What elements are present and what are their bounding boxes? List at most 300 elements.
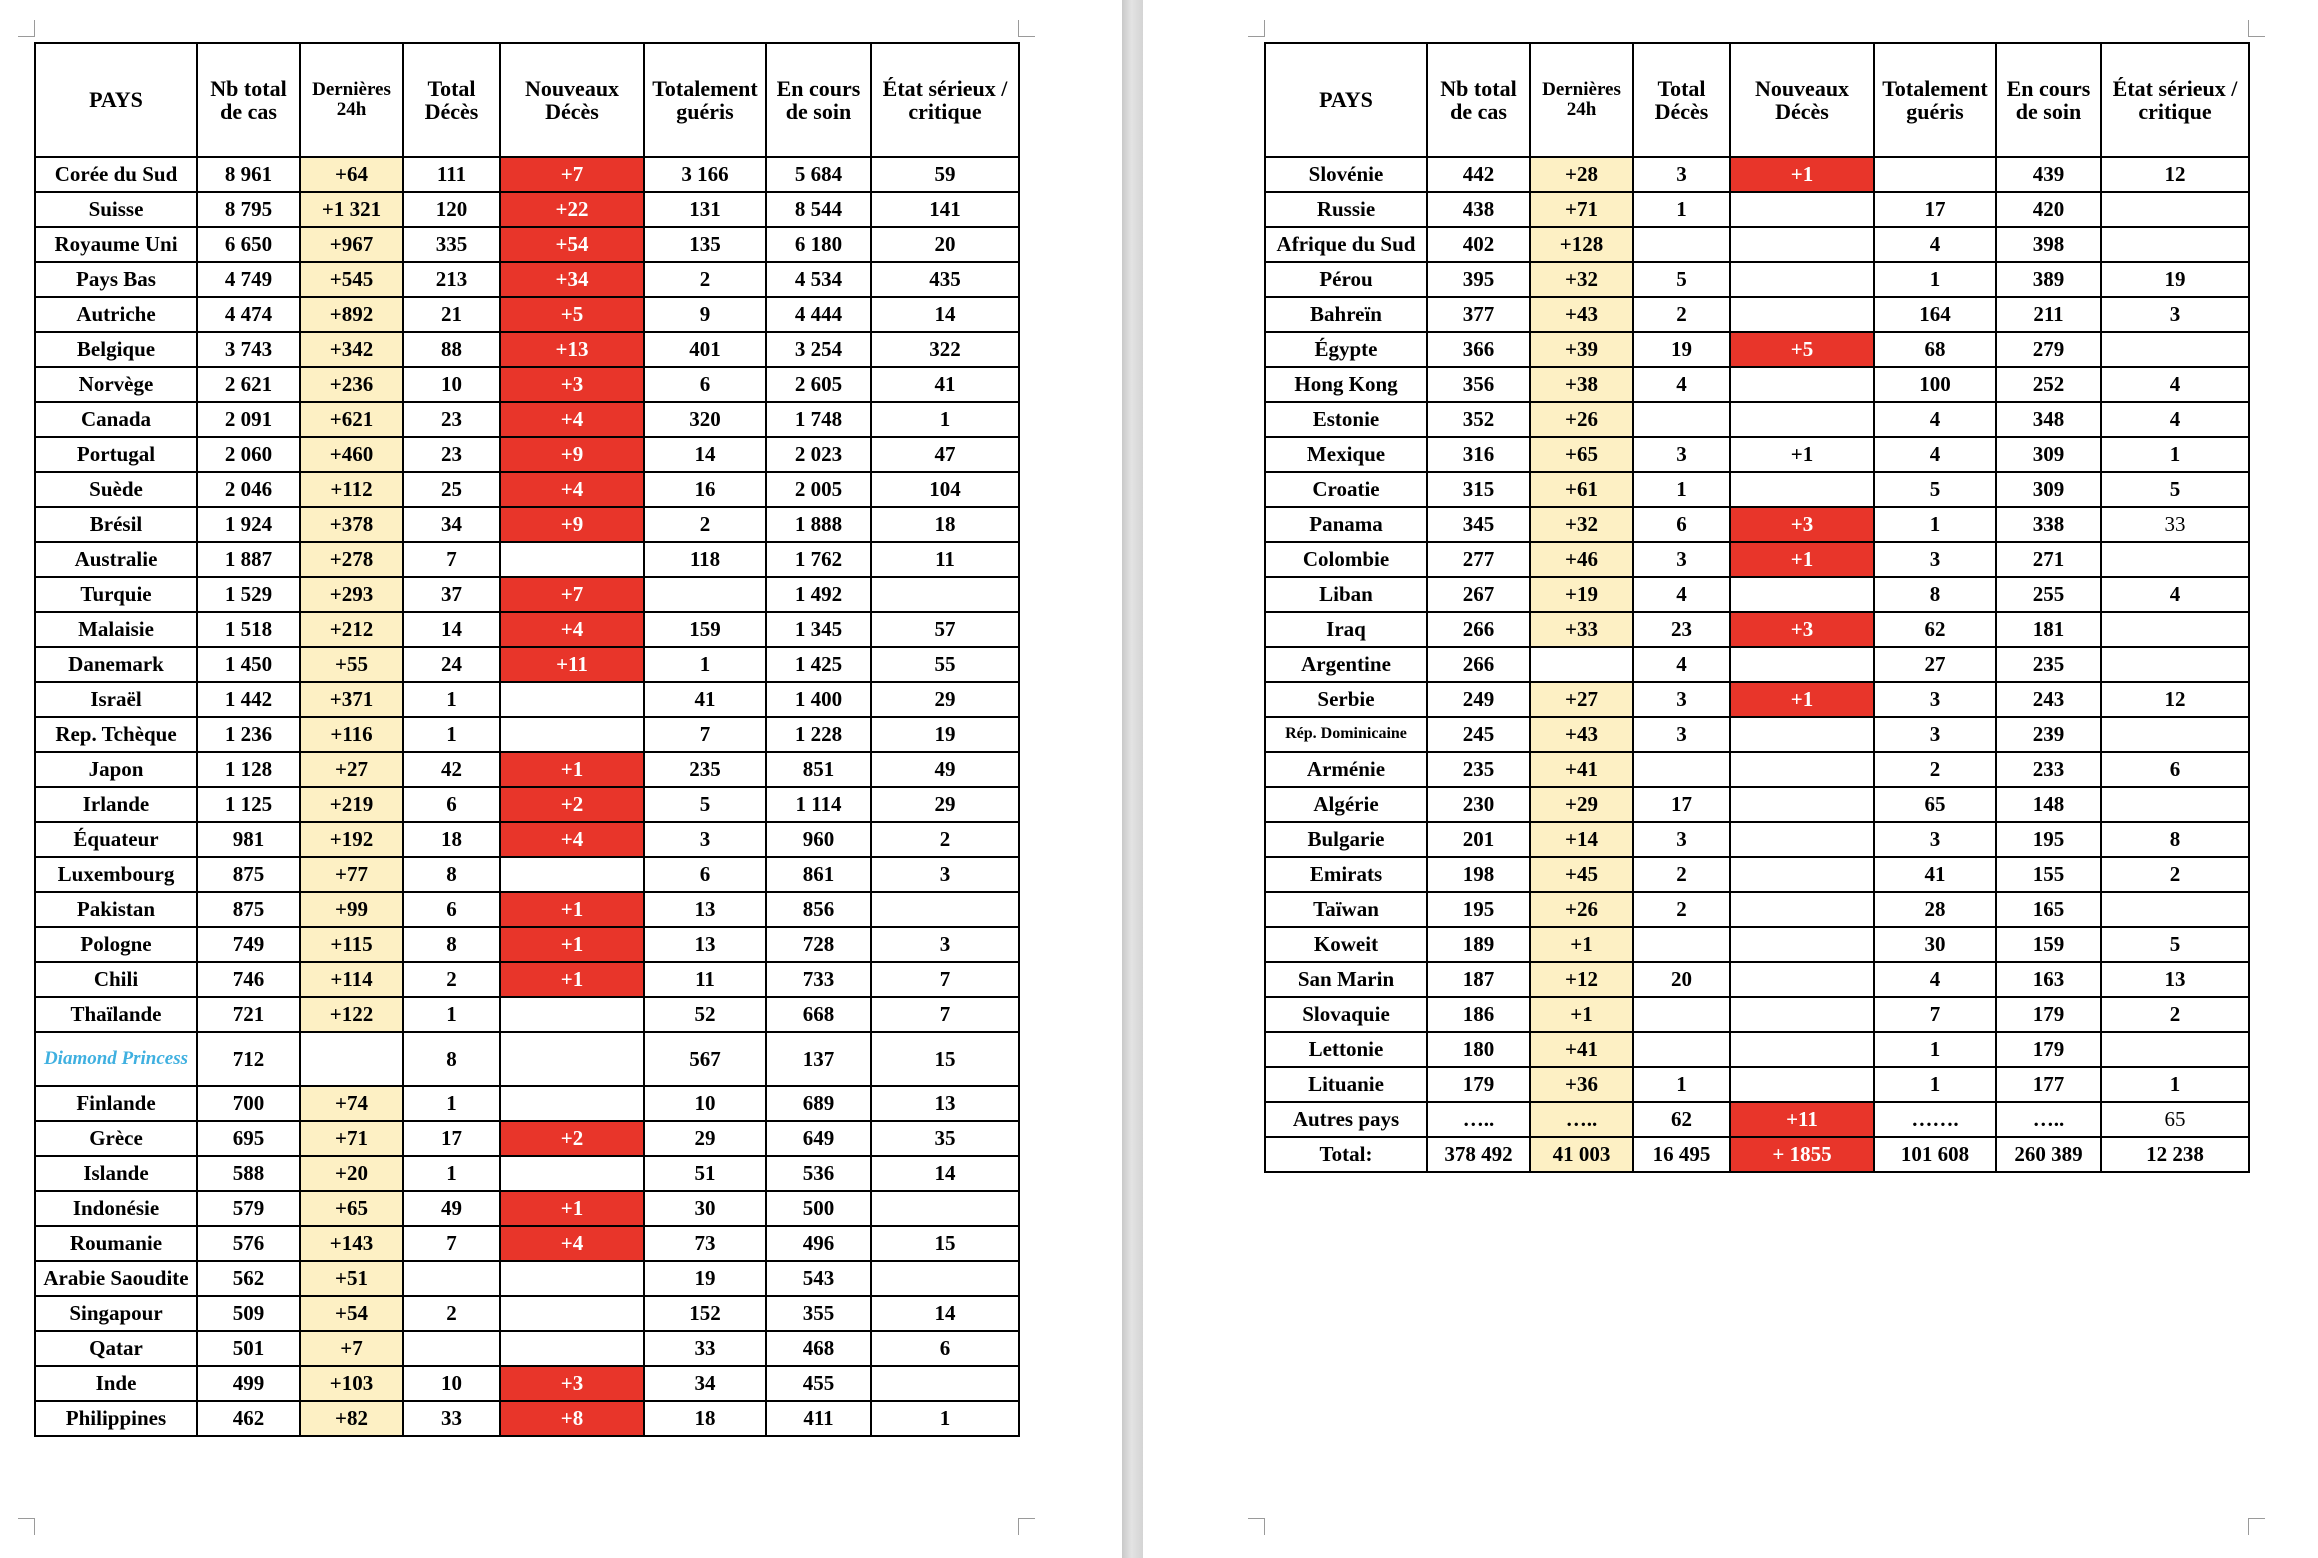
table-row <box>35 542 1019 577</box>
recovered-cell: 118 <box>644 542 766 577</box>
last-24h-cell: +74 <box>300 1086 403 1121</box>
last-24h-cell: +27 <box>1530 682 1633 717</box>
total-cases-cell: 700 <box>197 1086 300 1121</box>
new-deaths-cell: +4 <box>500 472 644 507</box>
critical-cell: 18 <box>871 507 1019 542</box>
total-cases-cell: 187 <box>1427 962 1530 997</box>
total-cases-cell: 402 <box>1427 227 1530 262</box>
recovered-cell: 65 <box>1874 787 1996 822</box>
last-24h-cell: +38 <box>1530 367 1633 402</box>
recovered-cell: 9 <box>644 297 766 332</box>
last-24h-cell: +28 <box>1530 157 1633 192</box>
last-24h-cell: +32 <box>1530 262 1633 297</box>
active-cell: 252 <box>1996 367 2101 402</box>
new-deaths-cell <box>500 1032 644 1086</box>
total-cases-cell: ….. <box>1427 1102 1530 1137</box>
last-24h-cell: +545 <box>300 262 403 297</box>
recovered-cell: 1 <box>1874 1032 1996 1067</box>
last-24h-cell: +892 <box>300 297 403 332</box>
total-deaths-cell: 10 <box>403 1366 500 1401</box>
last-24h-cell: +621 <box>300 402 403 437</box>
table-row <box>35 332 1019 367</box>
new-deaths-cell <box>1730 822 1874 857</box>
country-cell: Philippines <box>35 1401 197 1436</box>
total-deaths-cell: 1 <box>403 1086 500 1121</box>
table-row <box>1265 472 2249 507</box>
total-deaths-cell: 23 <box>1633 612 1730 647</box>
active-cell: 960 <box>766 822 871 857</box>
last-24h-cell: +29 <box>1530 787 1633 822</box>
country-cell: Algérie <box>1265 787 1427 822</box>
new-deaths-cell: +1 <box>1730 437 1874 472</box>
active-cell: 455 <box>766 1366 871 1401</box>
total-cases-cell: 195 <box>1427 892 1530 927</box>
total-deaths-cell <box>1633 1032 1730 1067</box>
total-cases-cell: 1 450 <box>197 647 300 682</box>
total-cases-cell: 8 795 <box>197 192 300 227</box>
active-cell: 211 <box>1996 297 2101 332</box>
active-cell: 1 114 <box>766 787 871 822</box>
recovered-cell: 5 <box>1874 472 1996 507</box>
table-row <box>1265 997 2249 1032</box>
total-cases-cell: 442 <box>1427 157 1530 192</box>
country-cell: Estonie <box>1265 402 1427 437</box>
active-cell: 159 <box>1996 927 2101 962</box>
crop-mark <box>1018 1518 1035 1535</box>
last-24h-cell: +219 <box>300 787 403 822</box>
new-deaths-cell: +4 <box>500 1226 644 1261</box>
total-cases-cell: 179 <box>1427 1067 1530 1102</box>
country-cell: Slovénie <box>1265 157 1427 192</box>
country-cell: Portugal <box>35 437 197 472</box>
country-cell: Suisse <box>35 192 197 227</box>
covid-table-left <box>34 42 1020 1437</box>
table-row <box>35 1121 1019 1156</box>
total-deaths-cell: 14 <box>403 612 500 647</box>
active-cell: 668 <box>766 997 871 1032</box>
total-cases-cell: 315 <box>1427 472 1530 507</box>
active-cell: 348 <box>1996 402 2101 437</box>
critical-cell: 29 <box>871 682 1019 717</box>
table-row <box>1265 297 2249 332</box>
total-deaths-cell: 3 <box>1633 822 1730 857</box>
col-header-nouveaux: Nouveaux Décès <box>500 43 644 157</box>
table-row <box>35 402 1019 437</box>
active-cell: 4 444 <box>766 297 871 332</box>
col-header-gueris: Totalement guéris <box>1874 43 1996 157</box>
active-cell: 235 <box>1996 647 2101 682</box>
col-header-pays: PAYS <box>1265 43 1427 157</box>
country-cell: Turquie <box>35 577 197 612</box>
total-cases-cell: 501 <box>197 1331 300 1366</box>
new-deaths-cell: +1 <box>500 1191 644 1226</box>
last-24h-cell: +51 <box>300 1261 403 1296</box>
total-cases-cell: 746 <box>197 962 300 997</box>
country-cell: Lettonie <box>1265 1032 1427 1067</box>
new-deaths-cell <box>1730 262 1874 297</box>
col-header-gueris: Totalement guéris <box>644 43 766 157</box>
new-deaths-cell <box>1730 787 1874 822</box>
table-row <box>35 1191 1019 1226</box>
recovered-cell: 401 <box>644 332 766 367</box>
active-cell: 468 <box>766 1331 871 1366</box>
recovered-cell: 51 <box>644 1156 766 1191</box>
crop-mark <box>2248 20 2265 37</box>
active-cell: 3 254 <box>766 332 871 367</box>
critical-cell: 12 <box>2101 682 2249 717</box>
new-deaths-cell <box>500 1296 644 1331</box>
active-cell: 260 389 <box>1996 1137 2101 1172</box>
country-cell: Inde <box>35 1366 197 1401</box>
critical-cell: 4 <box>2101 367 2249 402</box>
critical-cell <box>2101 332 2249 367</box>
critical-cell <box>871 1366 1019 1401</box>
total-cases-cell: 749 <box>197 927 300 962</box>
last-24h-cell: +41 <box>1530 752 1633 787</box>
table-row <box>35 472 1019 507</box>
last-24h-cell: +114 <box>300 962 403 997</box>
critical-cell: 4 <box>2101 402 2249 437</box>
last-24h-cell: +293 <box>300 577 403 612</box>
col-header-critique: État sérieux / critique <box>2101 43 2249 157</box>
critical-cell: 13 <box>2101 962 2249 997</box>
critical-cell: 12 238 <box>2101 1137 2249 1172</box>
total-cases-cell: 366 <box>1427 332 1530 367</box>
country-cell: Afrique du Sud <box>1265 227 1427 262</box>
country-cell: Malaisie <box>35 612 197 647</box>
active-cell: 1 345 <box>766 612 871 647</box>
country-cell: Hong Kong <box>1265 367 1427 402</box>
active-cell: 309 <box>1996 472 2101 507</box>
total-cases-cell: 1 518 <box>197 612 300 647</box>
country-cell: Croatie <box>1265 472 1427 507</box>
total-deaths-cell: 2 <box>1633 297 1730 332</box>
total-cases-cell: 8 961 <box>197 157 300 192</box>
crop-mark <box>18 1518 35 1535</box>
total-deaths-cell <box>1633 227 1730 262</box>
new-deaths-cell <box>500 1261 644 1296</box>
new-deaths-cell <box>1730 647 1874 682</box>
critical-cell: 20 <box>871 227 1019 262</box>
new-deaths-cell <box>500 682 644 717</box>
new-deaths-cell: +3 <box>1730 612 1874 647</box>
new-deaths-cell <box>500 717 644 752</box>
table-row <box>1265 717 2249 752</box>
table-row <box>1265 192 2249 227</box>
country-cell: Liban <box>1265 577 1427 612</box>
last-24h-cell: +14 <box>1530 822 1633 857</box>
new-deaths-cell: +5 <box>1730 332 1874 367</box>
total-deaths-cell: 25 <box>403 472 500 507</box>
active-cell: 1 492 <box>766 577 871 612</box>
active-cell: 137 <box>766 1032 871 1086</box>
table-row <box>35 752 1019 787</box>
country-cell: Corée du Sud <box>35 157 197 192</box>
total-deaths-cell: 1 <box>1633 472 1730 507</box>
country-cell: Thaïlande <box>35 997 197 1032</box>
last-24h-cell: +39 <box>1530 332 1633 367</box>
recovered-cell: 7 <box>1874 997 1996 1032</box>
recovered-cell: 3 166 <box>644 157 766 192</box>
total-deaths-cell: 8 <box>403 1032 500 1086</box>
country-cell: Koweit <box>1265 927 1427 962</box>
total-deaths-cell: 2 <box>1633 857 1730 892</box>
new-deaths-cell <box>1730 577 1874 612</box>
total-cases-cell: 395 <box>1427 262 1530 297</box>
total-cases-cell: 186 <box>1427 997 1530 1032</box>
crop-mark <box>1248 20 1265 37</box>
new-deaths-cell: +54 <box>500 227 644 262</box>
country-cell: Argentine <box>1265 647 1427 682</box>
critical-cell: 1 <box>871 1401 1019 1436</box>
last-24h-cell: +27 <box>300 752 403 787</box>
table-row <box>1265 752 2249 787</box>
table-row <box>1265 1032 2249 1067</box>
col-header-24h: Dernières 24h <box>1530 43 1633 157</box>
last-24h-cell: +65 <box>1530 437 1633 472</box>
recovered-cell: 1 <box>644 647 766 682</box>
last-24h-cell: +99 <box>300 892 403 927</box>
critical-cell: 104 <box>871 472 1019 507</box>
total-deaths-cell <box>1633 752 1730 787</box>
covid-table-right <box>1264 42 2250 1173</box>
active-cell: 1 228 <box>766 717 871 752</box>
total-cases-cell: 2 621 <box>197 367 300 402</box>
recovered-cell: 5 <box>644 787 766 822</box>
recovered-cell: 2 <box>1874 752 1996 787</box>
last-24h-cell: +116 <box>300 717 403 752</box>
new-deaths-cell <box>500 857 644 892</box>
crop-mark <box>1248 1518 1265 1535</box>
total-deaths-cell: 8 <box>403 927 500 962</box>
country-cell: Qatar <box>35 1331 197 1366</box>
table-row <box>1265 157 2249 192</box>
col-header-soin: En cours de soin <box>1996 43 2101 157</box>
total-deaths-cell: 335 <box>403 227 500 262</box>
recovered-cell: 3 <box>1874 542 1996 577</box>
table-row <box>35 1261 1019 1296</box>
total-cases-cell: 6 650 <box>197 227 300 262</box>
active-cell: 439 <box>1996 157 2101 192</box>
table-row <box>35 1156 1019 1191</box>
last-24h-cell: +19 <box>1530 577 1633 612</box>
table-row <box>35 1032 1019 1086</box>
last-24h-cell: +71 <box>1530 192 1633 227</box>
col-header-total: Nb total de cas <box>197 43 300 157</box>
total-deaths-cell: 213 <box>403 262 500 297</box>
total-deaths-cell: 1 <box>403 717 500 752</box>
active-cell: 1 888 <box>766 507 871 542</box>
last-24h-cell: +236 <box>300 367 403 402</box>
country-cell: Roumanie <box>35 1226 197 1261</box>
country-cell: Pays Bas <box>35 262 197 297</box>
critical-cell: 2 <box>2101 997 2249 1032</box>
table-row <box>1265 682 2249 717</box>
country-cell: Israël <box>35 682 197 717</box>
last-24h-cell: +32 <box>1530 507 1633 542</box>
country-cell: Bahreïn <box>1265 297 1427 332</box>
total-deaths-cell: 23 <box>403 402 500 437</box>
new-deaths-cell: +1 <box>500 892 644 927</box>
new-deaths-cell: +5 <box>500 297 644 332</box>
table-row <box>35 647 1019 682</box>
new-deaths-cell <box>1730 1067 1874 1102</box>
active-cell: 163 <box>1996 962 2101 997</box>
table-row <box>1265 822 2249 857</box>
critical-cell: 3 <box>871 857 1019 892</box>
table-row <box>1265 612 2249 647</box>
critical-cell: 7 <box>871 962 1019 997</box>
last-24h-cell: +1 321 <box>300 192 403 227</box>
active-cell: 179 <box>1996 997 2101 1032</box>
total-cases-cell: 377 <box>1427 297 1530 332</box>
country-cell: Arabie Saoudite <box>35 1261 197 1296</box>
table-row <box>35 717 1019 752</box>
recovered-cell: 52 <box>644 997 766 1032</box>
critical-cell <box>2101 1032 2249 1067</box>
recovered-cell: 2 <box>644 262 766 297</box>
country-cell: Indonésie <box>35 1191 197 1226</box>
last-24h-cell: +71 <box>300 1121 403 1156</box>
total-cases-cell: 1 125 <box>197 787 300 822</box>
critical-cell: 47 <box>871 437 1019 472</box>
critical-cell: 322 <box>871 332 1019 367</box>
table-row <box>35 192 1019 227</box>
total-deaths-cell: 1 <box>403 997 500 1032</box>
new-deaths-cell: +13 <box>500 332 644 367</box>
last-24h-cell: +43 <box>1530 297 1633 332</box>
country-cell: Total: <box>1265 1137 1427 1172</box>
new-deaths-cell: +1 <box>500 752 644 787</box>
recovered-cell: 13 <box>644 927 766 962</box>
total-deaths-cell: 1 <box>1633 192 1730 227</box>
last-24h-cell: +46 <box>1530 542 1633 577</box>
table-row <box>1265 227 2249 262</box>
table-row <box>35 262 1019 297</box>
active-cell: 195 <box>1996 822 2101 857</box>
recovered-cell: 4 <box>1874 402 1996 437</box>
total-deaths-cell: 4 <box>1633 367 1730 402</box>
country-cell: Rep. Tchèque <box>35 717 197 752</box>
crop-mark <box>1018 20 1035 37</box>
recovered-cell: 3 <box>1874 717 1996 752</box>
last-24h-cell: +20 <box>300 1156 403 1191</box>
total-deaths-cell: 6 <box>403 892 500 927</box>
new-deaths-cell: +8 <box>500 1401 644 1436</box>
table-row <box>1265 962 2249 997</box>
total-cases-cell: 245 <box>1427 717 1530 752</box>
country-cell: Panama <box>1265 507 1427 542</box>
country-cell: Australie <box>35 542 197 577</box>
table-row <box>35 367 1019 402</box>
new-deaths-cell <box>1730 857 1874 892</box>
new-deaths-cell: +4 <box>500 402 644 437</box>
total-deaths-cell: 24 <box>403 647 500 682</box>
active-cell: 728 <box>766 927 871 962</box>
last-24h-cell: +45 <box>1530 857 1633 892</box>
total-deaths-cell: 4 <box>1633 577 1730 612</box>
critical-cell: 5 <box>2101 927 2249 962</box>
total-cases-cell: 1 529 <box>197 577 300 612</box>
table-row <box>1265 332 2249 367</box>
last-24h-cell: +82 <box>300 1401 403 1436</box>
new-deaths-cell <box>1730 927 1874 962</box>
country-cell: Suède <box>35 472 197 507</box>
total-cases-cell: 2 046 <box>197 472 300 507</box>
new-deaths-cell <box>500 997 644 1032</box>
active-cell: 1 425 <box>766 647 871 682</box>
country-cell: Colombie <box>1265 542 1427 577</box>
total-cases-cell: 562 <box>197 1261 300 1296</box>
new-deaths-cell <box>1730 962 1874 997</box>
active-cell: 355 <box>766 1296 871 1331</box>
table-row <box>35 1401 1019 1436</box>
country-cell: Islande <box>35 1156 197 1191</box>
country-cell: Diamond Princess <box>35 1032 197 1086</box>
country-cell: Bulgarie <box>1265 822 1427 857</box>
new-deaths-cell: +9 <box>500 437 644 472</box>
country-cell: Luxembourg <box>35 857 197 892</box>
last-24h-cell: +143 <box>300 1226 403 1261</box>
total-deaths-cell: 20 <box>1633 962 1730 997</box>
critical-cell <box>871 577 1019 612</box>
table-row <box>35 822 1019 857</box>
total-cases-cell: 1 128 <box>197 752 300 787</box>
total-cases-cell: 576 <box>197 1226 300 1261</box>
critical-cell: 59 <box>871 157 1019 192</box>
active-cell: 856 <box>766 892 871 927</box>
total-deaths-cell: 2 <box>1633 892 1730 927</box>
active-cell: 420 <box>1996 192 2101 227</box>
critical-cell: 41 <box>871 367 1019 402</box>
total-cases-cell: 267 <box>1427 577 1530 612</box>
recovered-cell: 29 <box>644 1121 766 1156</box>
country-cell: Taïwan <box>1265 892 1427 927</box>
table-row <box>35 787 1019 822</box>
total-cases-cell: 1 924 <box>197 507 300 542</box>
active-cell: 851 <box>766 752 871 787</box>
total-deaths-cell: 18 <box>403 822 500 857</box>
page-gutter <box>1122 0 1143 1558</box>
total-deaths-cell: 42 <box>403 752 500 787</box>
table-row <box>35 997 1019 1032</box>
total-cases-cell: 721 <box>197 997 300 1032</box>
total-deaths-cell: 3 <box>1633 717 1730 752</box>
recovered-cell: 4 <box>1874 227 1996 262</box>
new-deaths-cell <box>500 1086 644 1121</box>
total-deaths-cell <box>403 1331 500 1366</box>
total-deaths-cell: 6 <box>403 787 500 822</box>
recovered-cell: 30 <box>1874 927 1996 962</box>
last-24h-cell: +115 <box>300 927 403 962</box>
active-cell: 1 400 <box>766 682 871 717</box>
recovered-cell: 6 <box>644 857 766 892</box>
total-cases-cell: 277 <box>1427 542 1530 577</box>
active-cell: 255 <box>1996 577 2101 612</box>
active-cell: 2 023 <box>766 437 871 472</box>
active-cell: 4 534 <box>766 262 871 297</box>
table-row <box>35 437 1019 472</box>
last-24h-cell: +65 <box>300 1191 403 1226</box>
active-cell: 309 <box>1996 437 2101 472</box>
total-deaths-cell: 3 <box>1633 542 1730 577</box>
recovered-cell: 28 <box>1874 892 1996 927</box>
total-deaths-cell: 1 <box>403 1156 500 1191</box>
table-row <box>35 892 1019 927</box>
last-24h-cell: 41 003 <box>1530 1137 1633 1172</box>
last-24h-cell: +128 <box>1530 227 1633 262</box>
total-cases-cell: 579 <box>197 1191 300 1226</box>
